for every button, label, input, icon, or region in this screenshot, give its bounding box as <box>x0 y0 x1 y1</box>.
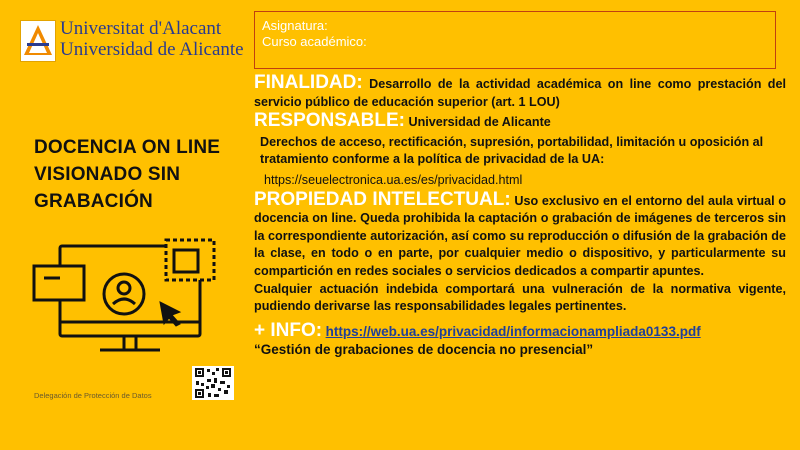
info-paragraph <box>254 319 786 342</box>
responsable-text: Universidad de Alicante <box>408 115 551 130</box>
responsable-heading: RESPONSABLE: <box>254 110 405 132</box>
responsable-paragraph <box>254 112 786 132</box>
logo-line-2: Universidad de Alicante <box>60 39 244 60</box>
logo-mark-icon <box>20 20 56 62</box>
privacy-policy-link[interactable]: https://seuelectronica.ua.es/es/privacidad.html <box>264 172 523 187</box>
title-line-2: VISIONADO SIN <box>34 164 181 185</box>
course-info-box <box>254 11 776 69</box>
title-line-1: DOCENCIA ON LINE <box>34 137 221 158</box>
rights-paragraph: Derechos de acceso, rectificación, supresión, portabilidad, limitación u oposición al tratamiento conforme a la política de privacidad de la UA: <box>260 134 764 167</box>
warning-paragraph: Cualquier actuación indebida comportará una vulneración de la normativa vigente, pudiendo derivarse las responsabilidades legales pertinentes. <box>254 281 786 314</box>
propiedad-text: Uso exclusivo en el entorno del aula virtual o docencia on line. Queda prohibida la captación o grabación de imágenes de terceros sin la correspondiente autorización, así como su reproducción o difusión de la grabación de la clase, en todo o en parte, por cualquier medio o dispositivo, y particularmente su compartición en redes sociales o servicios dedicados a compartir apuntes. <box>254 193 787 278</box>
monitor-illustration-icon <box>30 236 220 366</box>
logo-line-1: Universitat d'Alacant <box>60 18 222 39</box>
propiedad-paragraph <box>254 188 787 281</box>
info-content <box>254 74 786 359</box>
info-link[interactable]: https://web.ua.es/privacidad/informacionampliada0133.pdf <box>325 323 701 339</box>
title-line-3: GRABACIÓN <box>34 191 153 212</box>
propiedad-heading: PROPIEDAD INTELECTUAL: <box>254 188 511 210</box>
academic-year-label: Curso académico: <box>262 34 367 49</box>
university-logo <box>20 18 244 66</box>
qr-code-icon[interactable] <box>192 366 234 400</box>
finalidad-text: Desarrollo de la actividad académica on line como prestación del servicio público de educación superior (art. 1 LOU) <box>254 77 787 109</box>
info-heading: + INFO: <box>254 319 323 341</box>
page-title <box>34 134 254 215</box>
finalidad-paragraph <box>254 74 786 111</box>
finalidad-heading: FINALIDAD: <box>254 72 363 93</box>
info-document-title: “Gestión de grabaciones de docencia no presencial” <box>254 342 594 358</box>
subject-label: Asignatura: <box>262 18 328 33</box>
delegation-label: Delegación de Protección de Datos <box>34 391 152 400</box>
logo-text <box>60 18 244 60</box>
